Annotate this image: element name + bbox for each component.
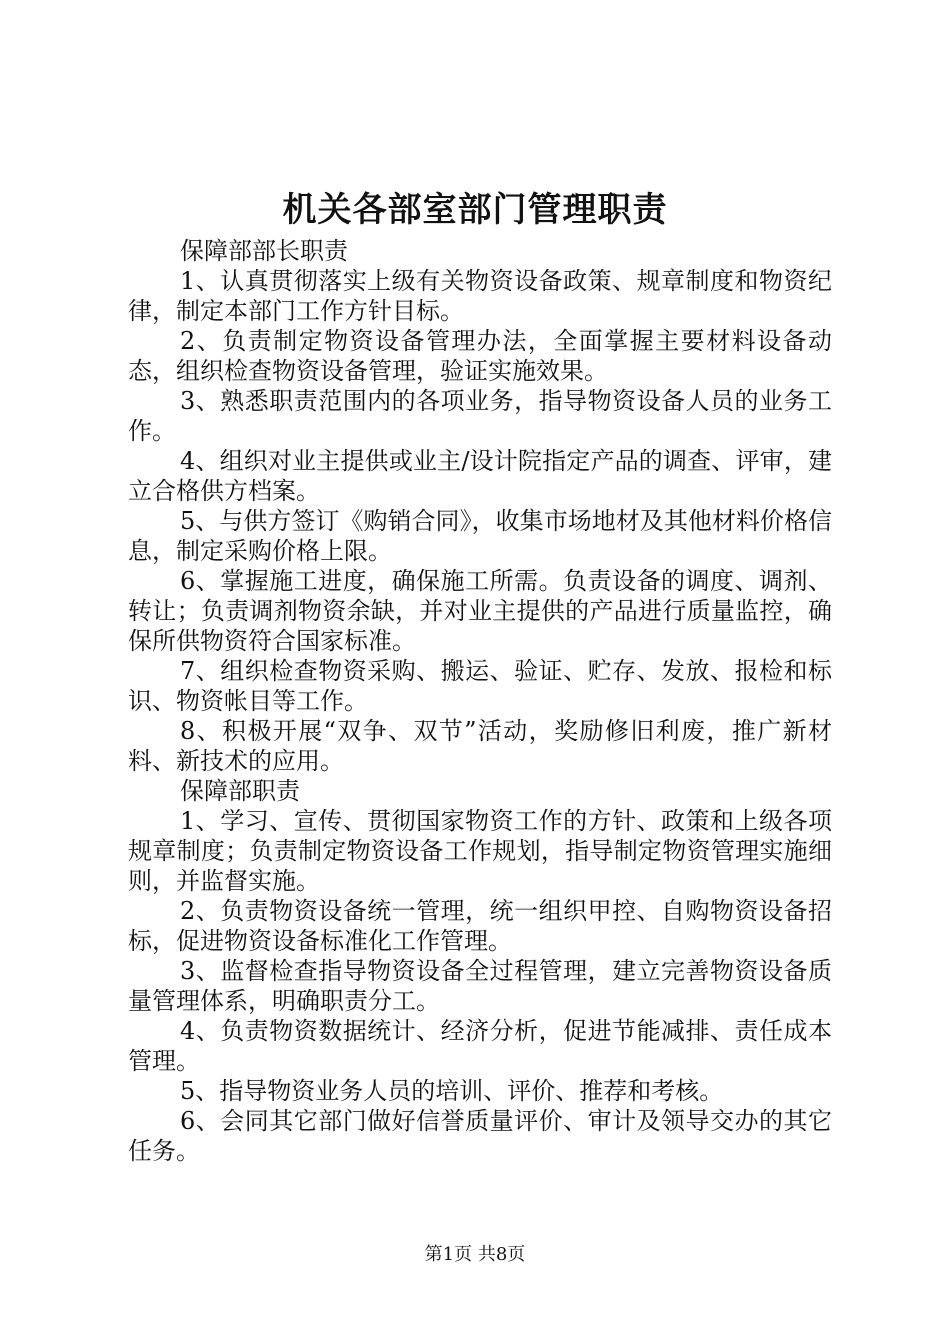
list-item: 1、认真贯彻落实上级有关物资设备政策、规章制度和物资纪律，制定本部门工作方针目标。 <box>128 267 832 325</box>
list-item: 5、与供方签订《购销合同》，收集市场地材及其他材料价格信息，制定采购价格上限。 <box>128 507 832 565</box>
list-item: 5、指导物资业务人员的培训、评价、推荐和考核。 <box>180 1077 724 1105</box>
list-item: 2、负责制定物资设备管理办法，全面掌握主要材料设备动态，组织检查物资设备管理，验证实施效果。 <box>128 327 832 385</box>
section-heading: 保障部职责 <box>180 777 300 805</box>
list-item: 1、学习、宣传、贯彻国家物资工作的方针、政策和上级各项规章制度；负责制定物资设备工作规划，指导制定物资管理实施细则，并监督实施。 <box>128 807 832 895</box>
list-item: 2、负责物资设备统一管理，统一组织甲控、自购物资设备招标，促进物资设备标准化工作管理。 <box>128 897 832 955</box>
page-footer: 第1页 共8页 <box>424 1244 526 1265</box>
list-item: 3、熟悉职责范围内的各项业务，指导物资设备人员的业务工作。 <box>128 387 832 445</box>
list-item: 6、会同其它部门做好信誉质量评价、审计及领导交办的其它任务。 <box>128 1107 832 1165</box>
list-item: 7、组织检查物资采购、搬运、验证、贮存、发放、报检和标识、物资帐目等工作。 <box>128 657 832 715</box>
list-item: 4、负责物资数据统计、经济分析，促进节能减排、责任成本管理。 <box>128 1017 832 1075</box>
list-item: 6、掌握施工进度，确保施工所需。负责设备的调度、调剂、转让；负责调剂物资余缺，并对业主提供的产品进行质量监控，确保所供物资符合国家标准。 <box>128 567 832 655</box>
list-item: 4、组织对业主提供或业主/设计院指定产品的调查、评审，建立合格供方档案。 <box>128 447 832 505</box>
list-item: 3、监督检查指导物资设备全过程管理，建立完善物资设备质量管理体系，明确职责分工。 <box>128 957 832 1015</box>
document-title: 机关各部室部门管理职责 <box>282 190 668 230</box>
list-item: 8、积极开展“双争、双节”活动，奖励修旧利废，推广新材料、新技术的应用。 <box>128 717 832 775</box>
section-heading: 保障部部长职责 <box>180 237 348 265</box>
document-body <box>128 236 832 1166</box>
